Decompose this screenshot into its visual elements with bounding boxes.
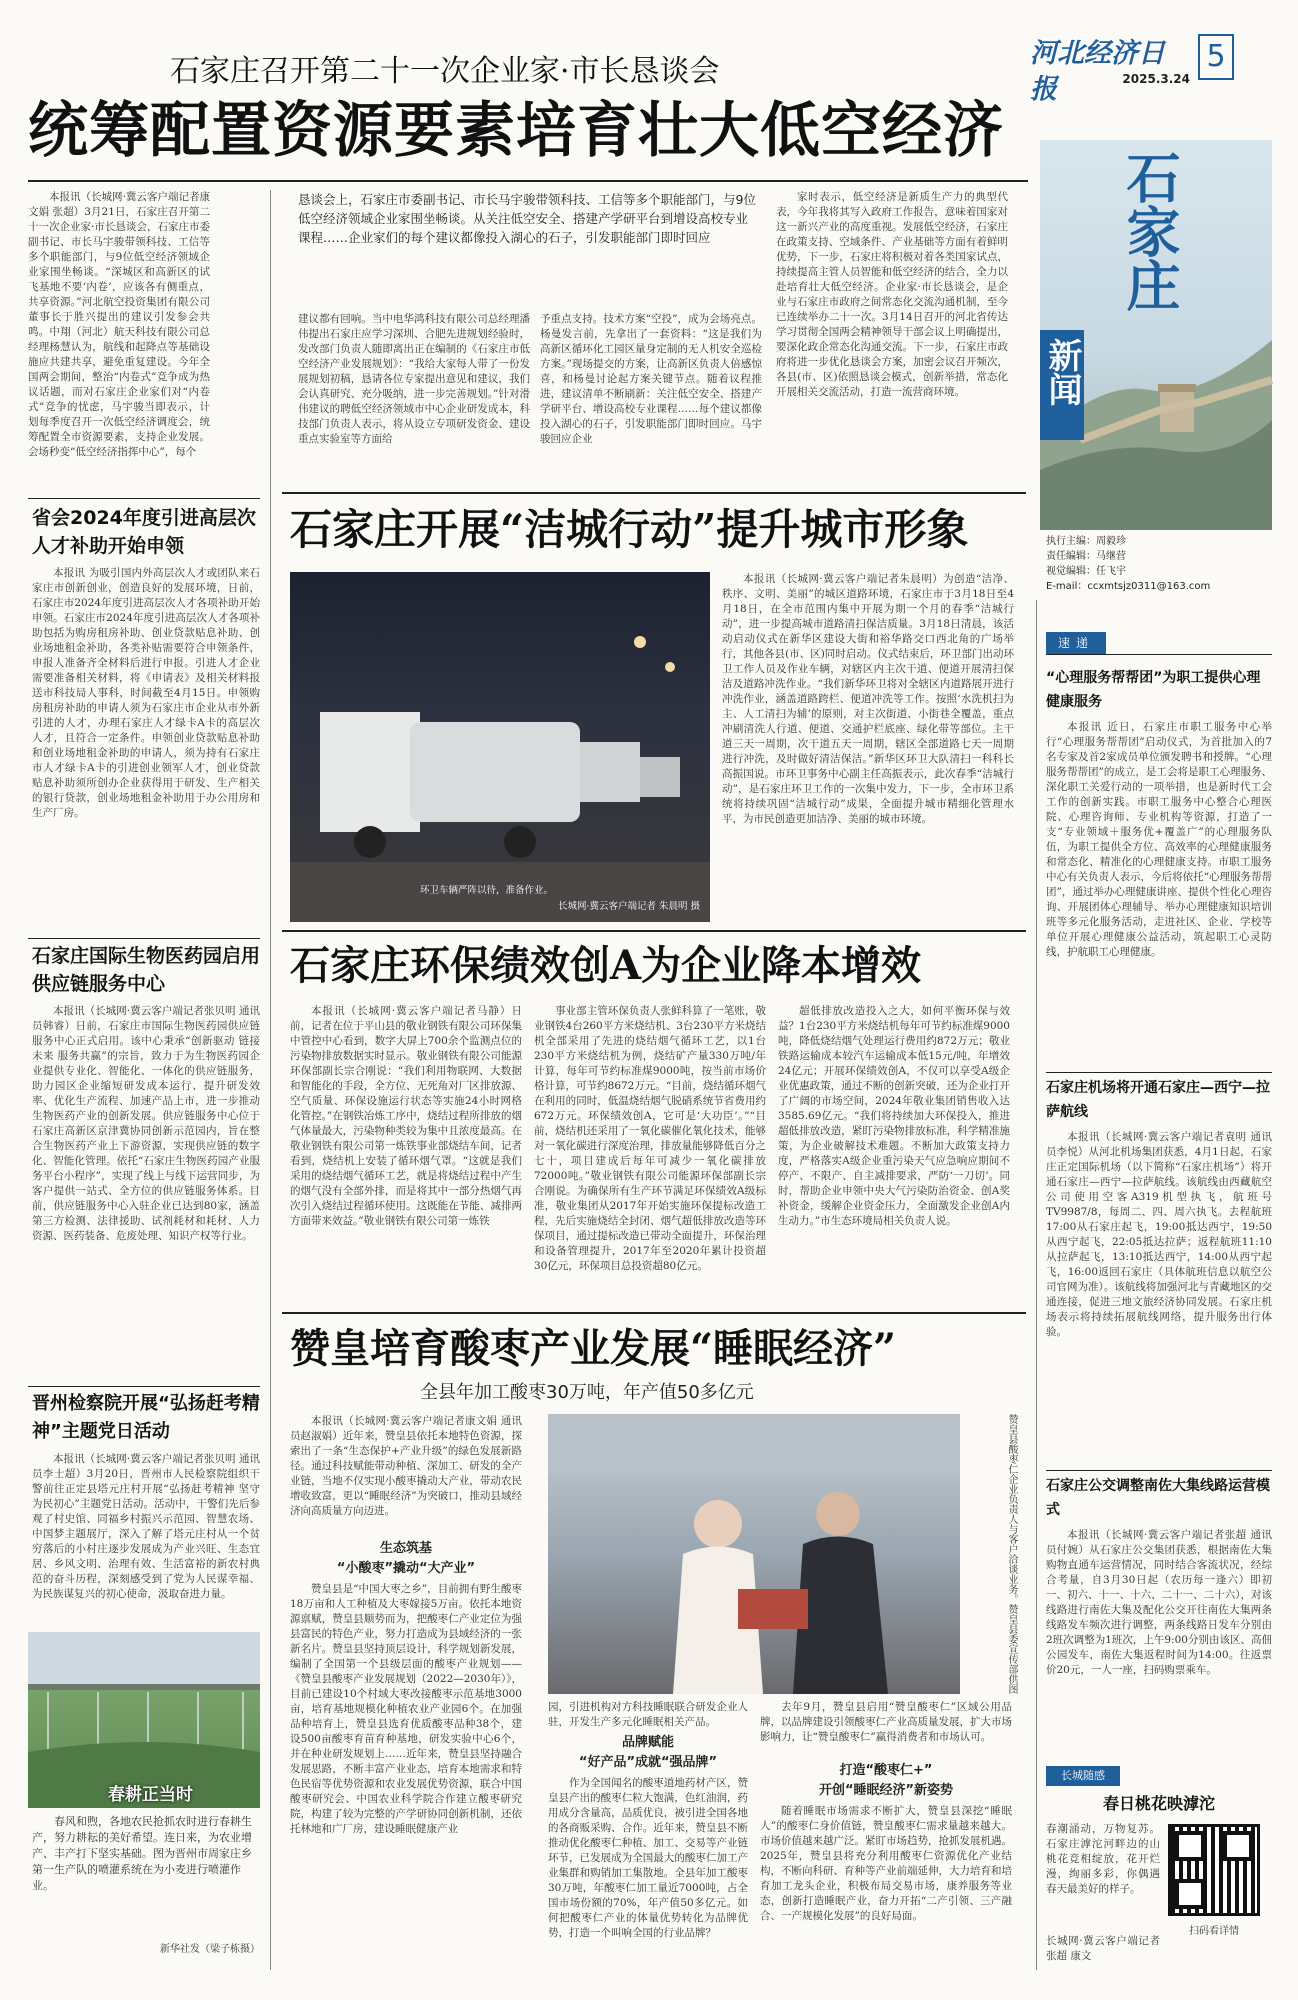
right-rule-3 bbox=[1046, 1470, 1272, 1471]
cleancity-photo bbox=[290, 572, 710, 922]
brief-1-title: 省会2024年度引进高层次人才补助开始申领 bbox=[32, 507, 256, 557]
staff-editor: 执行主编：周毅珍 bbox=[1046, 536, 1126, 547]
lead-intro: 恳谈会上，石家庄市委副书记、市长马宇骏带领科技、工信等多个职能部门，与9位低空经济领域企业家围坐畅谈。从关注低空安全、搭建产学研平台到增设高校专业课程……企业家们的每个建议都像投入湖心的石子，引发职能部门即时回应 bbox=[298, 192, 756, 245]
cleancity-title: 石家庄开展“洁城行动”提升城市形象 bbox=[290, 505, 969, 554]
jujube-col-2b: 作为全国闻名的酸枣道地药材产区，赞皇县产出的酸枣仁粒大饱满，色红油润，药用成分含量高，品质优良，被引进全国各地的各商贩采购、合作。近年来，赞皇县不断推动优化酸枣仁种植、加工、交易等产业链环节，已发展成为全国最大的酸枣仁加工产业集群和购销加工集散地。全县年加工酸枣30万吨，年酸枣仁加工量近7000吨，占全国市场份额的70%，年产值50多亿元。如何把酸枣仁产业的体量优势转化为品牌优势，打造一个叫响全国的行业品牌？ bbox=[548, 1777, 748, 1939]
staff-box bbox=[1046, 534, 1272, 596]
jujube-sub3b: 开创“睡眠经济”新姿势 bbox=[818, 1783, 954, 1798]
paper-name: 河北经济日报 bbox=[1030, 38, 1165, 105]
jujube-sub1b: “小酸枣”撬动“大产业” bbox=[336, 1561, 476, 1576]
staff-email: E-mail：ccxmtsjz0311@163.com bbox=[1046, 581, 1211, 592]
lead-col-4: 家时表示，低空经济是新质生产力的典型代表，今年我将其写入政府工作报告，意味着国家对这一新兴产业的高度重视。发展低空经济，石家庄在政策支持、空域条件、产业基础等方面有着鲜明优势，下一步，石家庄将积极对着各类国家试点，持续提高主管人员智能和低空经济的结合，全力以赴培育壮大低空经济。企业家·市长恳谈会，是企业与石家庄市政府之间常态化交流沟通机制，至今已连续举办二十一次。3月14日召开的河北省传达学习贯彻全国两会精神领导干部会议上明确提出，要深化政企常态化沟通交流。下一步，石家庄市政府将进一步优化恳谈会方案，加密会议召开频次，各县(市、区)依照恳谈会模式，创新举措，常态化开展相关交流活动，打造一流营商环境。 bbox=[776, 191, 1008, 398]
brief-1-body: 本报讯 为吸引国内外高层次人才或团队来石家庄市创新创业，创造良好的发展环境，日前，石家庄市2024年度引进高层次人才各项补助开始申领。石家庄市2024年度引进高层次人才各项补助包括为购房租房补助、创业贷款贴息补助、创业场地租金补助，各类补贴需要符合申领条件，申报人准备齐全材料后进行申报。引进人才企业需要准备相关材料，将《申请表》及相关材料报送市科技局人事科，时间截至4月15日。申领购房租房补助的申请人须为石家庄市企业从市外新引进的人才，办理石家庄人才绿卡A卡的高层次人才，且符合一定条件。申领创业贷款贴息补助和创业场地租金补助的申请人，须为持有石家庄市人才绿卡A卡的引进创业领军人才，创业贷款贴息补助须所创办企业获得用于研发、生产相关的银行贷款，创业场地租金补助用于办公用房和生产厂房。 bbox=[32, 567, 260, 819]
cleancity-photo-credit: 长城网·冀云客户端记者 朱晨明 摄 bbox=[557, 901, 700, 912]
jujube-col-1: 赞皇县是“中国大枣之乡”，目前拥有野生酸枣18万亩和人工种植及大枣嫁接5万亩。依托本地资源禀赋，赞皇县顺势而为，把酸枣仁产业定位为强县富民的特色产业，努力打造成为县域经济的一张新名片。赞皇县坚持顶层设计，科学规划新发展，编制了全国第一个县级层面的酸枣产业规划——《赞皇县酸枣产业发展规划（2022—2030年）》，目前已建设10个村域大枣改接酸枣示范基地3000亩，培育基地规模化种植农业产业园6个。在加强品种培育上，赞皇县选育优质酸枣品种38个，建设500亩酸枣育苗育种基地，研发实验中心6个，并在种业研发规划上……近年来，赞皇县坚持融合发展思路，不断丰富产业业态，培育本地需求和特色民宿等优势资源和农业发展优势资源，联合中国酸枣研究会、中国农业科学院合作建立酸枣研究院，构建了较为完整的产学研协同创新机制，还依托林地和广厂房，建设睡眠健康产业 bbox=[290, 1583, 522, 1835]
column-sub-box bbox=[1040, 330, 1084, 440]
left-rule-3 bbox=[28, 1386, 260, 1387]
cleancity-photo-caption: 环卫车辆严阵以待，准备作业。 bbox=[420, 885, 554, 896]
speed-label: 速递 bbox=[1046, 632, 1106, 654]
left-rule-1 bbox=[28, 498, 260, 499]
env-col-2: 事业部主管环保负责人张鲜科算了一笔账，敬业钢铁4台260平方米烧结机、3台230平方米烧结机全部采用了先进的烧结烟气循环工艺，以1台230平方米烧结机为例，烧结矿产量330万吨/年计算，每年可节约标准煤9000吨，按当前市场价格计算，可节约8672万元。“目前，烧结循环烟气在利用的同时，低温烧结烟气脱硝系统节省费用约672万元。环保绩效创A，它可是‘大功臣’。”“目前，烧结机还采用了一氧化碳催化氧化技术，能够对一氧化碳进行深度治理，排放量能够降低百分之七十，项目建成后每年可减少一氧化碳排放72000吨。”敬业钢铁有限公司能源环保部副长宗合刚说。为确保所有生产环节满足环保绩效A级标准，敬业集团从2017年开始实施环保提标改造工程，先后实施烧结全封闭、烟气超低排放改造等环保项目，通过提标改造已带动全面提升，环保治理和设备管理提升，2017年至2020年累计投资超30亿元，环保项目总投资超80亿元。 bbox=[534, 1005, 766, 1272]
cleancity-rule bbox=[282, 492, 1026, 494]
brief-3-title: 晋州检察院开展“弘扬赶考精神”主题党日活动 bbox=[32, 1393, 260, 1442]
jujube-col-3: 去年9月，赞皇县启用“赞皇酸枣仁”区域公用品牌，以品牌建设引领酸枣仁产业高质量发展，扩大市场影响力，让“赞皇酸枣仁”赢得消费者和市场认可。 bbox=[760, 1701, 1012, 1743]
jujube-sub2: 品牌赋能 bbox=[621, 1735, 674, 1750]
essay-title: 春日桃花映滹沱 bbox=[1102, 1794, 1215, 1813]
lead-col-2: 建议都有回响。当中电华鸿科技有限公司总经理潘伟提出石家庄应学习深圳、合肥先进规划经验时，发改部门负责人随即离出正在编制的《石家庄市低空经济产业发展规划》：“我给大家每人带了一份发展规划初稿，恳请各位专家提出意见和建议，我们会认真研究、充分吸纳，进一步完善规划。”针对滑伟建议的聘低空经济领域市中心企业研发成本，科技部门负责人表示，将从设立专项研发资金、建设重点实验室等方面给 bbox=[298, 313, 530, 445]
jujube-col-3b: 随着睡眠市场需求不断扩大，赞皇县深挖“睡眠人”的酸枣仁身价值链，赞皇酸枣仁需求量越来越大。市场价值越来越广泛。紧盯市场趋势，抢抓发展机遇。2025年，赞皇县将充分利用酸枣仁资源优化产业结构，不断向科研、育种等产业前端延伸，大力培育和培育加工龙头企业，积极布局交易市场，康养服务等业态，创新打造睡眠产业，奋力开拓“二产引领、三产融合、一产规模化发展”的良好局面。 bbox=[760, 1805, 1012, 1922]
jujube-sub1: 生态筑基 bbox=[379, 1541, 432, 1556]
spring-photo-title: 春耕正当时 bbox=[108, 1785, 193, 1805]
jujube-subtitle: 全县年加工酸枣30万吨，年产值50多亿元 bbox=[420, 1382, 754, 1403]
lead-col-1: 本报讯（长城网·冀云客户端记者康文娟 张超）3月21日，石家庄召开第二十一次企业家·市长恳谈会，石家庄市委副书记、市长马宇骏带领科技、工信等多个职能部门，与9位低空经济领域企业家围坐畅谈。“深城区和高新区的试飞基地不要‘内卷’，应该各有侧重点，共享资源。”河北航空投资集团有限公司董事长于胜兴提出的建议引发参会共鸣。中翔（河北）航天科技有限公司总经理杨慧认为，航线和起降点等基础设施应共建共享，避免重复建设。今年全国两会期间，整治“内卷式”竞争成为热议话题，而对石家庄企业家们对“内卷式”竞争的忧虑，马宇骏当即表示，计划每季度召开一次低空经济调度会，统筹配置全市资源要素，支持企业发展。会场秒变“低空经济指挥中心”，每个 bbox=[28, 191, 210, 458]
lead-kicker: 石家庄召开第二十一次企业家·市长恳谈会 bbox=[170, 54, 720, 89]
changcheng-label: 长城随感 bbox=[1046, 1766, 1120, 1786]
page-number-box bbox=[1198, 34, 1234, 80]
brief-3-body: 本报讯（长城网·冀云客户端记者张贝明 通讯员李士超）3月20日，晋州市人民检察院组织干警前往正定县塔元庄村开展“弘扬赶考精神 坚守为民初心”主题党日活动。活动中，干警们先后参观了村史馆、同福乡村振兴示范园、智慧农场、中国梦主题展厅，深入了解了塔元庄村从一个贫穷落后的小村庄逐步发展成为产业兴旺、生态宜居、乡风文明、治理有效、生活富裕的新农村典范的奋斗历程，深刻感受到了党为人民谋幸福、为民族谋复兴的初心使命，汲取奋进力量。 bbox=[32, 1453, 260, 1600]
sanitation-truck-illustration bbox=[290, 572, 710, 922]
cleancity-body: 本报讯（长城网·冀云客户端记者朱晨明）为创造“洁净、秩序、文明、美丽”的城区道路环境，石家庄市于3月18日至4月18日，在全市范围内集中开展为期一个月的春季“洁城行动”，进一步提高城市道路清扫保洁质量。3月18日清晨，该活动启动仪式在新华区建设大街和裕华路交口西北角的广场举行，其他各县(市、区)同时启动。仪式结束后，环卫部门出动环卫工作人员及作业车辆，对辖区内主次干道、便道开展清扫保洁及道路冲洗作业。“我们新华环卫将对全辖区内道路展开进行冲洗作业，涵盖道路跨栏、便道冲洗等工作。按照‘水洗机扫为主、人工清扫为辅’的原则，对主次街道、小街巷全覆盖，重点冲刷清洗人行道、便道、交通护栏底座、绿化带等部位。主干道三天一周期，次干道五天一周期，辖区全部道路七天一周期进行冲洗，及时做好清洁保洁。”新华区环卫大队清扫一科科长高振国说。市环卫事务中心副主任高振表示，此次春季“洁城行动”，是石家庄环卫工作的一次集中发力，下一步，全市环卫系统将持续巩固“洁城行动”成果，全面提升城市精细化管理水平，为市民创造更加洁净、美丽的城市环境。 bbox=[722, 573, 1014, 825]
jujube-intro: 本报讯（长城网·冀云客户端记者康文娟 通讯员赵淑娟）近年来，赞皇县依托本地特色资源，探索出了一条“生态保护+产业升级”的绿色发展新路径。通过科技赋能带动种植、深加工、研发的全产业链，当地不仅实现小酸枣撬动大产业，带动农民增收致富，更以“睡眠经济”为突破口，推动县域经济向高质量方向迈进。 bbox=[290, 1415, 522, 1517]
jujube-rule bbox=[282, 1312, 1026, 1314]
right-item-1-title: “心理服务帮帮团”为职工提供心理健康服务 bbox=[1046, 670, 1261, 710]
jujube-sub3: 打造“酸枣仁+” bbox=[839, 1763, 933, 1778]
qr-code[interactable] bbox=[1168, 1824, 1260, 1916]
right-item-3-body: 本报讯（长城网·冀云客户端记者张超 通讯员付婉）从石家庄公交集团获悉，根据南佐大集购物直通车运营情况，同时结合客流状况，经综合考量，自3月30日起（农历每一逢六）即初一、初六、十一、十六、二十一、二十六），对该线路进行南佐大集及配化公交开往南佐大集两条线路发车频次进行调整，两条线路日发车分别由2班次调整为1班次，上午9:00分别由该区、高佃公园发车，南佐大集返程时间为14:00。往返票价20元，一人一座，扫码购票乘车。 bbox=[1046, 1529, 1272, 1676]
jujube-sub2b: “好产品”成就“强品牌” bbox=[578, 1755, 718, 1770]
essay-body: 春潮涌动，万物复苏。石家庄滹沱河畔边的山桃花竞相绽放，花开烂漫，绚丽多彩，你偶遇春天最美好的样子。 bbox=[1046, 1823, 1160, 1895]
divider-right bbox=[1036, 600, 1037, 1970]
right-item-2-body: 本报讯（长城网·冀云客户端记者袁明 通讯员李悦）从河北机场集团获悉，4月1日起，石家庄正定国际机场（以下简称“石家庄机场”）将开通石家庄—西宁—拉萨航线。该航线由西藏航空公司使用空客A319机型执飞，航班号TV9987/8，每周二、四、周六执飞。去程航班17:00从石家庄起飞，19:00抵达西宁，19:50从西宁起飞，22:05抵达拉萨；返程航班11:10从拉萨起飞，13:10抵达西宁，14:00从西宁起飞，16:00返回石家庄（具体航班信息以航空公司官网为准）。该航线将加强河北与青藏地区的交通连接，促进三地文旅经济协同发展。石家庄机场表示将持续拓展航线网络，提升服务出行体验。 bbox=[1046, 1131, 1272, 1338]
env-title: 石家庄环保绩效创A为企业降本增效 bbox=[290, 942, 922, 989]
irrigation-illustration bbox=[28, 1632, 260, 1808]
spring-credit: 新华社发（梁子栋摄） bbox=[160, 1944, 260, 1955]
page-number: 5 bbox=[1206, 39, 1226, 74]
env-col-3: 超低排放改造投入之大，如何平衡环保与效益？1台230平方米烧结机每年可节约标准煤9000吨，降低烧结烟气处理运行费用约872万元；敬业铁路运输成本较汽车运输成本低15元/吨，年增效24亿元；开展环保绩效创A，不仅可以享受A级企业优惠政策，通过不断的创新突破，还为企业打开了广阔的市场空间，2024年敬业集团销售收入达3585.69亿元。“我们将持续加大环保投入，推进超低排放改造，紧盯污染物排放标准，科学精准施策，为企业破解技术难题。不断加大政策支持力度，严格落实A级企业重污染天气应急响应期间不停产、不限产、自主减排要求，严防‘一刀切’。同时，帮助企业申领中央大气污染防治资金、创A奖补资金，缓解企业资金压力，全面激发企业创A内生动力。”市生态环境局相关负责人说。 bbox=[778, 1005, 1010, 1227]
env-col-1: 本报讯（长城网·冀云客户端记者马静）日前，记者在位于平山县的敬业钢铁有限公司环保集中管控中心看到，数字大屏上700余个监测点位的污染物排放数据实时显示。敬业钢铁有限公司能源环保部副长宗合刚说：“我们利用物联网、大数据和智能化的手段，全方位、无死角对厂区排放源、空气质量、环保设施运行状态等实施24小时网格化管控。”在钢铁冶炼工序中，烧结过程所排放的烟气体量最大，污染物种类较为集中且浓度最高。在敬业钢铁有限公司第一炼铁事业部烧结车间，记者看到，烧结机上安装了循环烟气罩。“这就是我们采用的烧结烟气循环工艺，就是将烧结过程中产生的烟气没有全部外排，而是将其中一部分热烟气再次引入烧结过程循环使用。这既能在节能、减排两方面带来效益。”敬业钢铁有限公司第一炼铁 bbox=[290, 1005, 522, 1227]
env-rule bbox=[282, 930, 1026, 932]
brief-2-title: 石家庄国际生物医药园启用供应链服务中心 bbox=[32, 945, 261, 995]
essay-credit: 长城网·冀云客户端记者 张超 康文 bbox=[1046, 1935, 1160, 1962]
spring-caption: 春风和煦，各地农民抢抓农时进行春耕生产，努力耕耘的美好希望。连日来，为农业增产、丰产打下坚实基础。图为晋州市周家庄乡第一生产队的喷灌系统在为小麦进行喷灌作业。 bbox=[32, 1815, 252, 1892]
jujube-photo bbox=[548, 1414, 960, 1694]
jujube-vcap: 赞皇县酸枣仁企业负责人与客户洽谈业务。赞皇县委宣传部供图 bbox=[1006, 1414, 1017, 1694]
left-rule-2 bbox=[28, 938, 260, 939]
brief-2-body: 本报讯（长城网·冀云客户端记者张贝明 通讯员韩睿）日前，石家庄市国际生物医药园供应链服务中心正式启用。该中心秉承“创新驱动 链接未来 服务共赢”的宗旨，致力于为生物医药园企业提供专业化、智能化、一体化的供应链服务，助力园区企业缩短研发成本运行、提升研发效率、优化生产流程、加速产品上市，进一步推动生物医药产业的创新发展。供应链服务中心位于石家庄高新区京津冀协同创新示范园内，旨在整合生物医药产业上下游资源，实现供应链的数字化、智能化管理。依托“石家庄生物医药园产业服务平台小程序”，实现了线上与线下运营同步，为客户提供一站式、全方位的供应链服务体系。目前，供应链服务中心入驻企业已达到80家，涵盖第三方检测、法律援助、试剂耗材和耗材、人力资源、医药装备、危废处理、知识产权等行业。 bbox=[32, 1005, 260, 1242]
staff-duty: 责任编辑：马继营 bbox=[1046, 551, 1126, 562]
right-item-2-title: 石家庄机场将开通石家庄—西宁—拉萨航线 bbox=[1046, 1080, 1270, 1120]
right-rule-2 bbox=[1046, 1072, 1272, 1073]
column-banner bbox=[1040, 140, 1272, 530]
column-name: 石家庄 bbox=[1118, 150, 1182, 312]
jujube-title: 赞皇培育酸枣产业发展“睡眠经济” bbox=[290, 1325, 897, 1372]
lead-rule bbox=[28, 180, 1028, 182]
lead-col-3: 予重点支持。技术方案“空投”，成为会场亮点。杨曼发言前，先拿出了一套资料：“这是我们为高新区循环化工园区量身定制的无人机安全巡检方案。”现场提交的方案，让高新区负责人倍感惊喜，和杨曼讨论起方案关键节点。随着议程推进，建议清单不断刷新：关注低空安全、搭建产学研平台、增设高校专业课程……每个建议都像投入湖心的石子，引发职能部门即时回应。马宇骏回应企业 bbox=[540, 313, 762, 445]
qr-caption: 扫码看详情 bbox=[1189, 1926, 1239, 1937]
staff-visual: 视觉编辑：任飞宇 bbox=[1046, 566, 1126, 577]
spring-photo bbox=[28, 1632, 260, 1808]
right-item-1-body: 本报讯 近日，石家庄市职工服务中心举行“心理服务帮帮团”启动仪式，为首批加入的7名专家及首2家成员单位颁发聘书和授牌。“心理服务帮帮团”的成立，是工会将是职工心理服务、深化职工关爱行动的一项举措，也是新时代工会工作的创新实践。市职工服务中心整合心理医院、心理咨询师、专业机构等资源，打造了一支“专业领域＋服务优+覆盖广”的心理服务队伍，为职工提供全方位、高效率的心理健康服务和常态化、精准化的心理健康支持。市职工服务中心有关负责人表示，今后将依托“心理服务帮帮团”，通过举办心理健康讲座、提供个性化心理咨询、开展团体心理辅导、举办心理健康知识培训班等多元化服务活动，走进社区、企业、学校等单位开展心理健康公益活动，筑起职工心灵防线，护航职工心理健康。 bbox=[1046, 721, 1272, 958]
expo-illustration bbox=[548, 1414, 960, 1694]
right-rule-1 bbox=[1046, 654, 1272, 655]
lead-title: 统筹配置资源要素培育壮大低空经济 bbox=[28, 96, 1004, 166]
jujube-col-2: 园，引进机构对方科技睡眠联合研发企业人驻，开发生产多元化睡眠相关产品。 bbox=[548, 1701, 748, 1728]
right-item-3-title: 石家庄公交调整南佐大集线路运营模式 bbox=[1046, 1478, 1270, 1518]
masthead bbox=[1030, 32, 1266, 105]
issue-date: 2025.3.24 bbox=[1122, 72, 1190, 86]
column-sub: 新闻 bbox=[1042, 338, 1082, 406]
divider-left bbox=[270, 190, 271, 1970]
